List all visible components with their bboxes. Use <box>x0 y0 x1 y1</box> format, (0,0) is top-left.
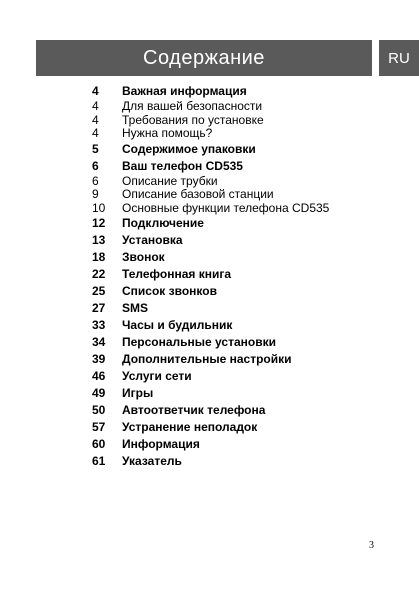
toc-entry[interactable] <box>92 419 382 436</box>
toc-entry-label: Список звонков <box>122 284 217 298</box>
toc-page-number: 12 <box>92 216 106 230</box>
toc-page-number: 57 <box>92 420 106 434</box>
toc-entry[interactable] <box>92 402 382 419</box>
toc-entry[interactable] <box>92 114 382 128</box>
toc-page-number: 61 <box>92 454 106 468</box>
toc-entry-label: Автоответчик телефона <box>122 403 266 417</box>
toc-page-number: 46 <box>92 369 106 383</box>
toc-entry-label: Телефонная книга <box>122 267 232 281</box>
toc-entry[interactable] <box>92 300 382 317</box>
toc-page-number: 10 <box>92 200 106 215</box>
toc-entry-label: Установка <box>122 233 183 247</box>
toc-entry[interactable] <box>92 453 382 470</box>
toc-entry[interactable] <box>92 127 382 141</box>
toc-entry-label: Персональные установки <box>122 335 276 349</box>
toc-entry[interactable] <box>92 188 382 202</box>
toc-page-number: 18 <box>92 250 106 264</box>
toc-page-number: 33 <box>92 318 106 332</box>
toc-page-number: 25 <box>92 284 106 298</box>
page-title-bar <box>36 40 372 76</box>
toc-entry-label: Требования по установке <box>122 112 264 127</box>
toc-entry-label: SMS <box>122 301 149 315</box>
toc-page-number: 6 <box>92 173 99 188</box>
toc-page-number: 5 <box>92 141 99 156</box>
toc-entry[interactable] <box>92 351 382 368</box>
page-title: Содержание <box>143 46 265 69</box>
toc-entry[interactable] <box>92 202 382 216</box>
toc-entry-label: Нужна помощь? <box>122 126 213 140</box>
toc-entry[interactable] <box>92 232 382 249</box>
toc-entry[interactable] <box>92 283 382 300</box>
toc-entry-label: Игры <box>122 386 154 400</box>
toc-entry-label: Основные функции телефона CD535 <box>122 200 330 215</box>
toc-entry[interactable] <box>92 266 382 283</box>
toc-page-number: 13 <box>92 233 106 247</box>
toc-entry-label: Подключение <box>122 216 204 230</box>
toc-entry[interactable] <box>92 141 382 158</box>
toc-page-number: 50 <box>92 403 106 417</box>
toc-page-number: 22 <box>92 267 106 281</box>
toc-page-number: 60 <box>92 437 106 451</box>
toc-entry[interactable] <box>92 334 382 351</box>
toc-page-number: 49 <box>92 386 106 400</box>
toc-page-number: 4 <box>92 112 99 127</box>
toc-page-number: 4 <box>92 99 99 113</box>
toc-entry-label: Ваш телефон CD535 <box>122 158 243 173</box>
toc-entry-label: Дополнительные настройки <box>122 352 292 366</box>
toc-entry[interactable] <box>92 317 382 334</box>
toc-entry-label: Описание трубки <box>122 173 218 188</box>
toc-page-number: 4 <box>92 84 99 98</box>
toc-entry-label: Описание базовой станции <box>122 187 274 201</box>
toc-entry-label: Содержимое упаковки <box>122 141 256 156</box>
toc-page-number: 27 <box>92 301 106 315</box>
toc-page-number: 4 <box>92 126 99 140</box>
toc-page-number: 6 <box>92 158 99 173</box>
toc-entry-label: Звонок <box>122 250 165 264</box>
toc-entry[interactable] <box>92 436 382 453</box>
toc-entry[interactable] <box>92 175 382 189</box>
toc-page-number: 34 <box>92 335 106 349</box>
language-label: RU <box>388 49 410 67</box>
toc-entry[interactable] <box>92 83 382 100</box>
toc-entry[interactable] <box>92 368 382 385</box>
toc-entry-label: Указатель <box>122 454 182 468</box>
toc-entry[interactable] <box>92 215 382 232</box>
toc-entry[interactable] <box>92 158 382 175</box>
toc-entry-label: Информация <box>122 437 200 451</box>
toc-entry-label: Услуги сети <box>122 369 192 383</box>
page-number: 3 <box>369 540 374 551</box>
toc-entry[interactable] <box>92 100 382 114</box>
language-tab <box>379 40 419 76</box>
toc-entry-label: Устранение неполадок <box>122 420 258 434</box>
toc-entry[interactable] <box>92 385 382 402</box>
toc-page-number: 9 <box>92 187 99 201</box>
toc-page-number: 39 <box>92 352 106 366</box>
toc-entry-label: Важная информация <box>122 84 247 98</box>
toc-entry-label: Для вашей безопасности <box>122 99 263 113</box>
table-of-contents <box>92 83 382 470</box>
toc-entry[interactable] <box>92 249 382 266</box>
toc-entry-label: Часы и будильник <box>122 318 233 332</box>
